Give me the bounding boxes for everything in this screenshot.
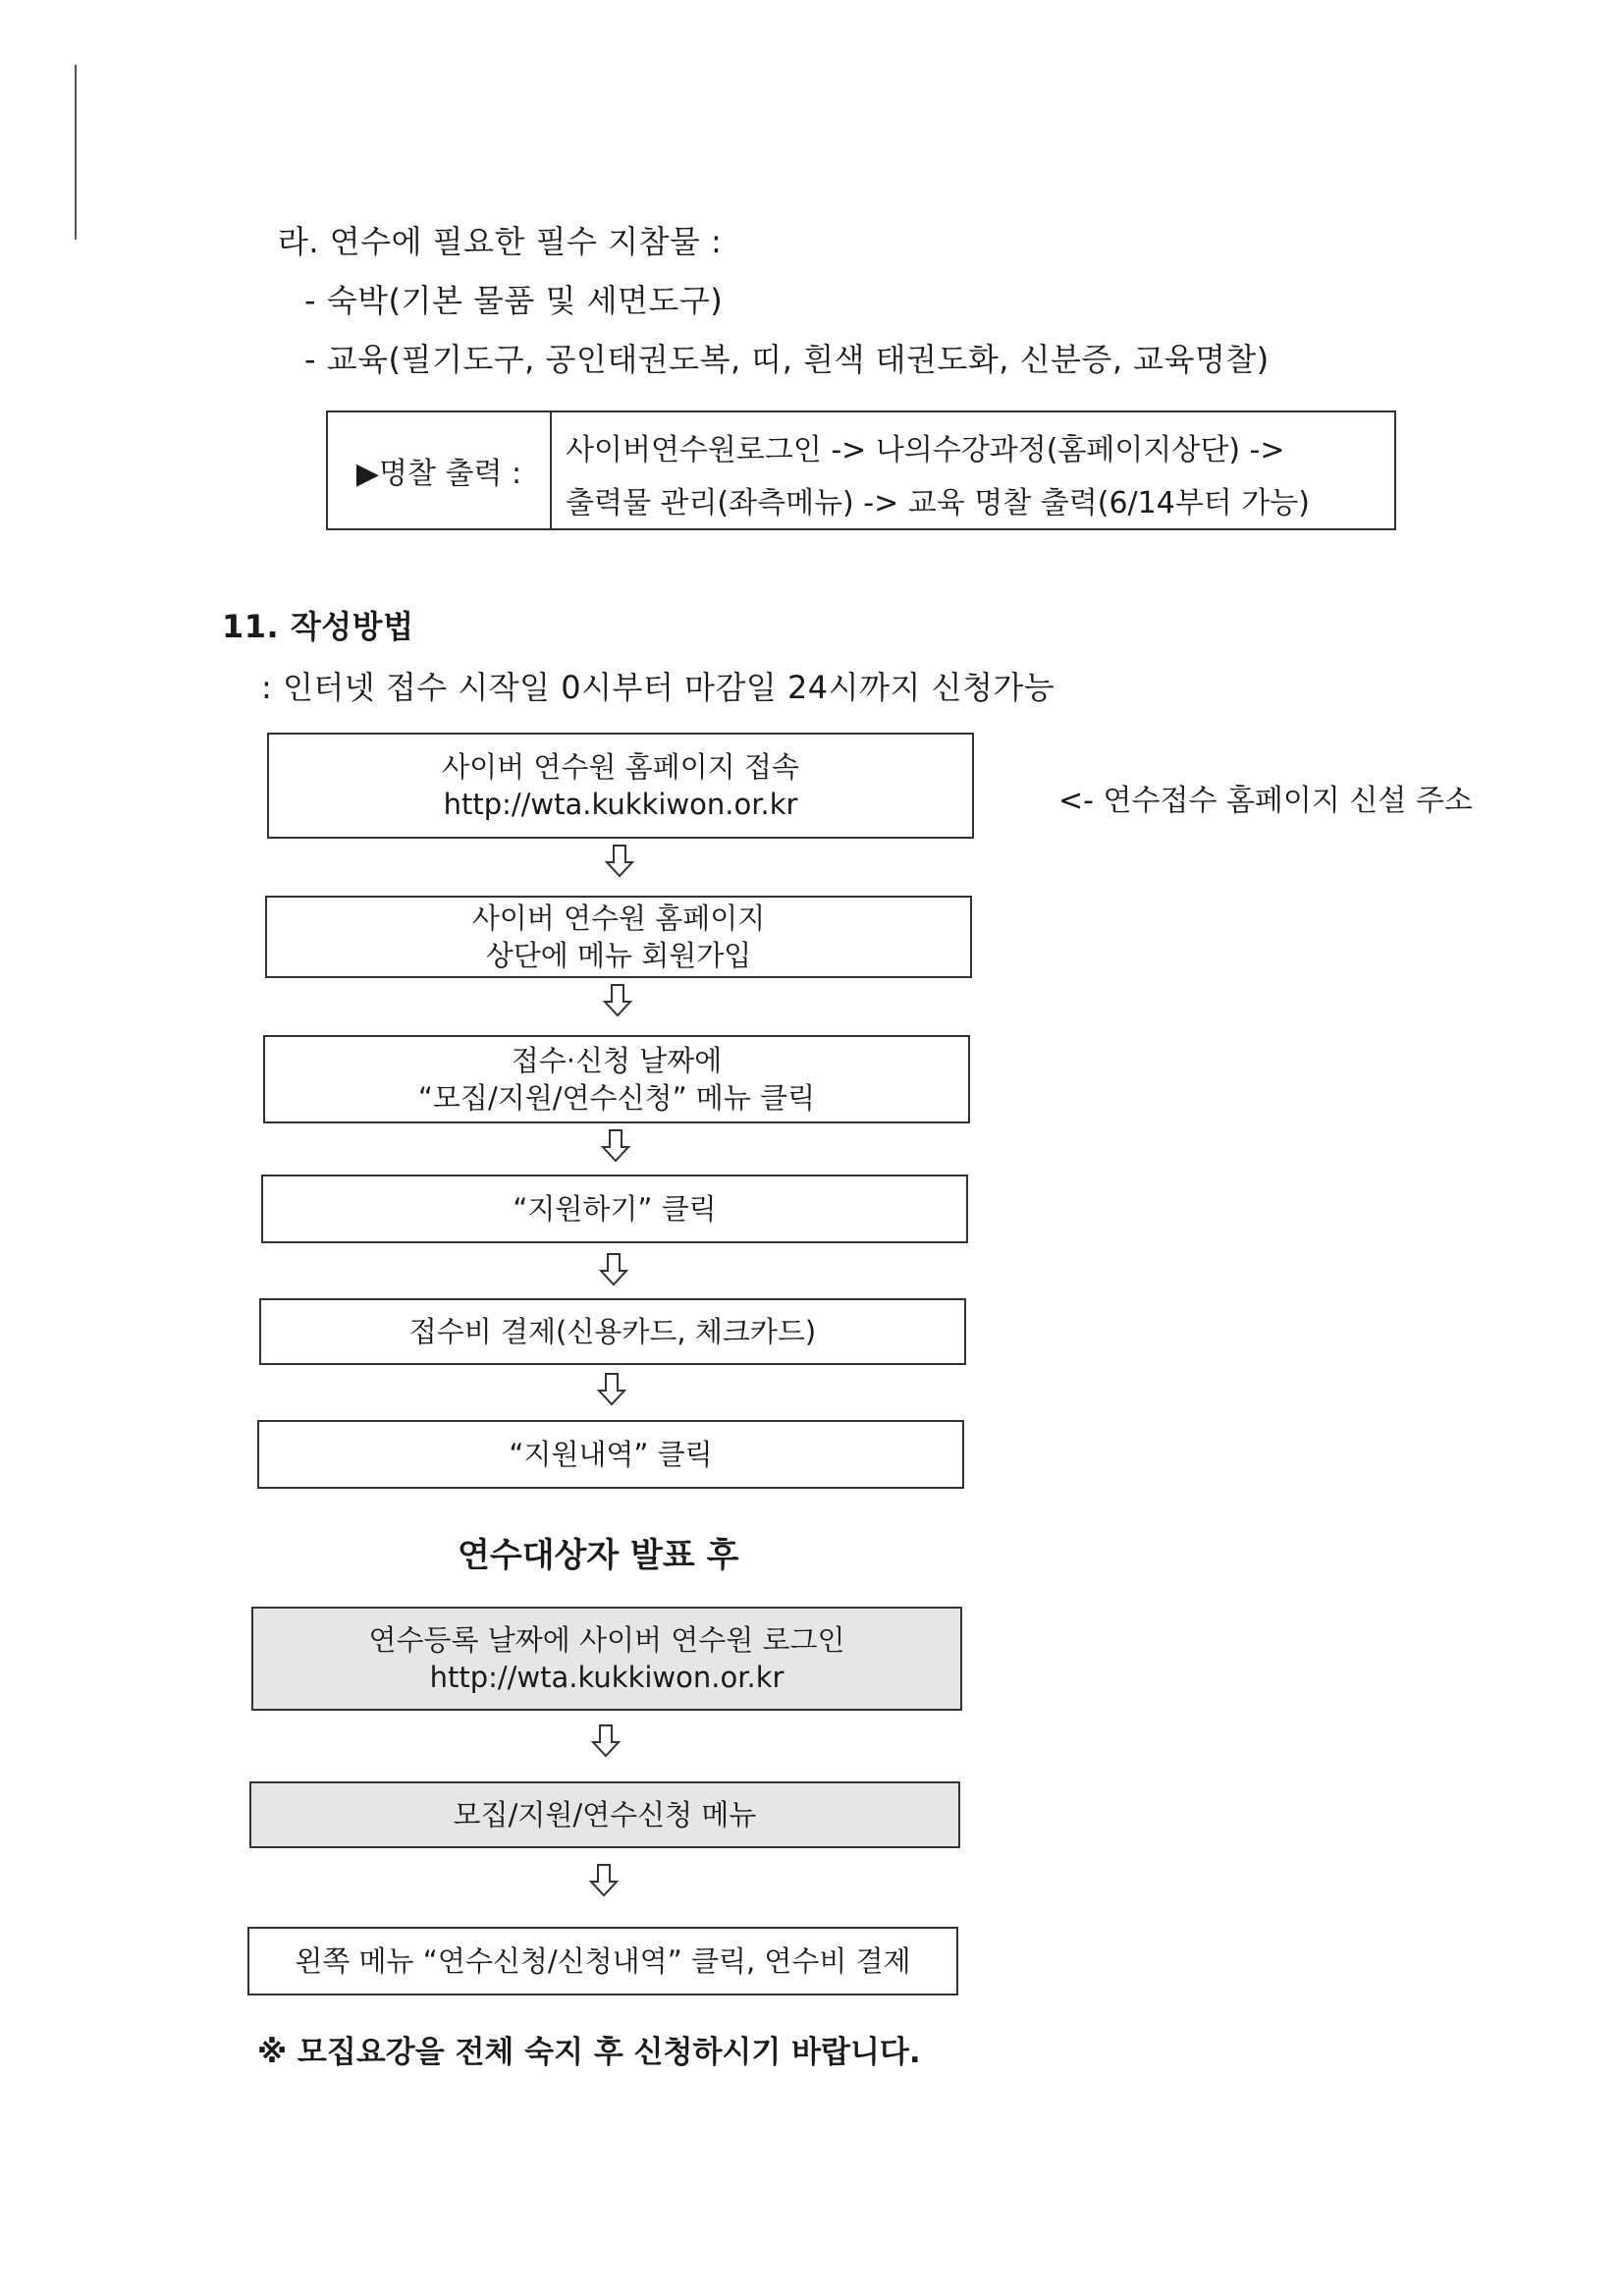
namecard-line-2: 출력물 관리(좌측메뉴) -> 교육 명찰 출력(6/14부터 가능) (566, 486, 1310, 520)
down-arrow-icon (601, 1129, 630, 1163)
down-arrow-icon (605, 845, 634, 878)
section-ra-title: 라. 연수에 필요한 필수 지참물 : (278, 223, 723, 260)
flow-step-4-box (261, 1175, 968, 1243)
footer-note: ※ 모집요강을 전체 숙지 후 신청하시기 바랍니다. (257, 2035, 921, 2070)
flow-step-2-box (265, 896, 972, 978)
down-arrow-icon (591, 1724, 621, 1758)
page-margin-line (75, 65, 77, 240)
section-ra-item-education: - 교육(필기도구, 공인태권도복, 띠, 흰색 태권도화, 신분증, 교육명찰) (304, 341, 1270, 378)
flow-step-6-box (257, 1420, 964, 1489)
flow-step-2-line-1: 사이버 연수원 홈페이지 (471, 902, 766, 935)
after-announcement-heading: 연수대상자 발표 후 (458, 1536, 739, 1575)
flow2-step-3-line-1: 왼쪽 메뉴 “연수신청/신청내역” 클릭, 연수비 결제 (295, 1944, 911, 1978)
flow-step-6-line-1: “지원내역” 클릭 (509, 1438, 713, 1471)
namecard-label: ▶명찰 출력 : (328, 412, 552, 528)
flow-step-3-box (263, 1035, 970, 1123)
down-arrow-icon (599, 1253, 628, 1286)
section-11-title: 11. 작성방법 (222, 608, 414, 645)
section-ra-item-lodging: - 숙박(기본 물품 및 세면도구) (304, 282, 724, 319)
flow-step-3-line-2: “모집/지원/연수신청” 메뉴 클릭 (417, 1081, 816, 1115)
flow-step-1-line-2: http://wta.kukkiwon.or.kr (443, 788, 798, 821)
namecard-print-box (326, 410, 1396, 530)
flow-step-5-line-1: 접수비 결제(신용카드, 체크카드) (408, 1315, 817, 1348)
flow2-step-1-line-2: http://wta.kukkiwon.or.kr (429, 1661, 784, 1694)
down-arrow-icon (603, 984, 632, 1017)
flow-step-1-box (267, 733, 974, 839)
flow-step-3-line-1: 접수·신청 날짜에 (511, 1044, 723, 1077)
flow2-step-2-box (249, 1781, 960, 1848)
flow-step-5-box (259, 1298, 966, 1365)
flow2-step-1-box (251, 1607, 962, 1711)
down-arrow-icon (589, 1864, 619, 1897)
flow-step-1-line-1: 사이버 연수원 홈페이지 접속 (442, 750, 799, 784)
flow-step-2-line-2: 상단에 메뉴 회원가입 (485, 939, 752, 972)
flow2-step-2-line-1: 모집/지원/연수신청 메뉴 (453, 1798, 757, 1831)
side-note-new-address: <- 연수접수 홈페이지 신설 주소 (1058, 784, 1473, 818)
flow-step-4-line-1: “지원하기” 클릭 (513, 1192, 717, 1226)
namecard-line-1: 사이버연수원로그인 -> 나의수강과정(홈페이지상단) -> (566, 433, 1285, 467)
flow2-step-1-line-1: 연수등록 날짜에 사이버 연수원 로그인 (368, 1623, 845, 1657)
flow2-step-3-box (247, 1927, 958, 1995)
section-11-subtitle: : 인터넷 접수 시작일 0시부터 마감일 24시까지 신청가능 (261, 669, 1055, 706)
namecard-instructions (552, 412, 1394, 528)
down-arrow-icon (597, 1373, 626, 1406)
